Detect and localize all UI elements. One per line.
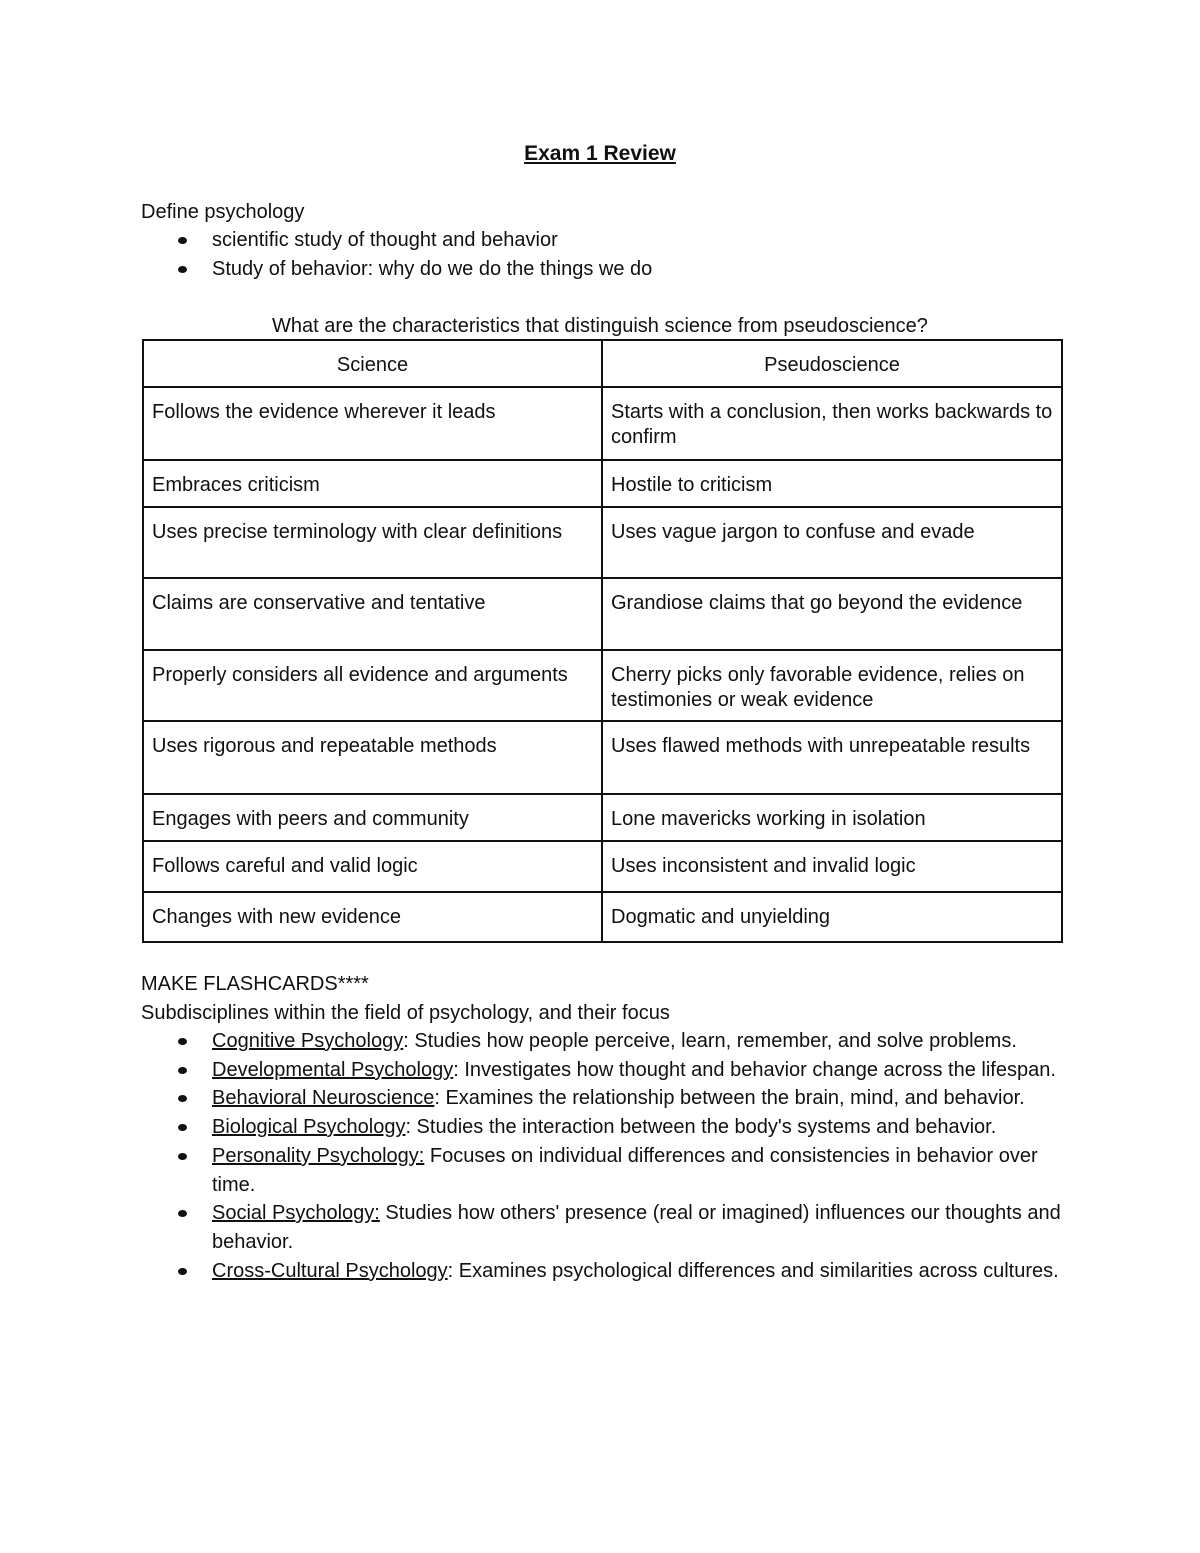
- bullet-icon: [178, 1038, 187, 1045]
- list-item: [141, 255, 1071, 284]
- table-cell: Engages with peers and community: [143, 794, 602, 841]
- flashcards-note: MAKE FLASHCARDS****: [141, 973, 369, 995]
- table-cell: Uses rigorous and repeatable methods: [143, 721, 602, 794]
- bullet-icon: [178, 237, 187, 244]
- bullet-text: scientific study of thought and behavior: [212, 229, 558, 251]
- subdiscipline-term: Social Psychology:: [212, 1202, 380, 1225]
- subdiscipline-term: Behavioral Neuroscience: [212, 1087, 435, 1110]
- list-item: [141, 1142, 1071, 1199]
- science-pseudoscience-table: [142, 339, 1063, 943]
- table-cell: Follows the evidence wherever it leads: [143, 387, 602, 460]
- subdiscipline-term: Biological Psychology: [212, 1116, 406, 1139]
- table-row: [143, 507, 1062, 578]
- table-row: [143, 460, 1062, 507]
- table-cell: Uses vague jargon to confuse and evade: [602, 507, 1062, 578]
- table-cell: Properly considers all evidence and arguments: [143, 650, 602, 721]
- table-cell: Follows careful and valid logic: [143, 841, 602, 892]
- column-header-science: Science: [143, 340, 602, 387]
- bullet-icon: [178, 1268, 187, 1275]
- list-item: [141, 1199, 1071, 1256]
- subdisciplines-heading: Subdisciplines within the field of psychology, and their focus: [141, 1001, 670, 1024]
- table-row: [143, 650, 1062, 721]
- column-header-pseudoscience: Pseudoscience: [602, 340, 1062, 387]
- list-item: [141, 226, 1071, 255]
- list-item: [141, 1113, 1071, 1142]
- subdiscipline-description: Studies how people perceive, learn, remember, and solve problems.: [408, 1030, 1017, 1052]
- bullet-icon: [178, 1067, 187, 1074]
- bullet-icon: [178, 1095, 187, 1102]
- table-cell: Cherry picks only favorable evidence, relies on testimonies or weak evidence: [602, 650, 1062, 721]
- table-cell: Lone mavericks working in isolation: [602, 794, 1062, 841]
- subdiscipline-description: Focuses on individual differences and consistencies in behavior over time.: [212, 1144, 1038, 1196]
- table-row: [143, 841, 1062, 892]
- bullet-icon: [178, 1153, 187, 1160]
- table-cell: Hostile to criticism: [602, 460, 1062, 507]
- table-row: [143, 721, 1062, 794]
- subdisciplines-list: [141, 1027, 1071, 1285]
- subdiscipline-description: Examines psychological differences and similarities across cultures.: [453, 1259, 1059, 1282]
- bullet-icon: [178, 1124, 187, 1131]
- table-header-row: [143, 340, 1062, 387]
- table-cell: Uses inconsistent and invalid logic: [602, 841, 1062, 892]
- subdiscipline-description: Examines the relationship between the brain, mind, and behavior.: [439, 1087, 1025, 1110]
- subdiscipline-description: Studies the interaction between the body's systems and behavior.: [411, 1116, 997, 1139]
- flashcards-section: [141, 970, 670, 1027]
- term-separator: :: [434, 1087, 440, 1110]
- table-cell: Starts with a conclusion, then works backwards to confirm: [602, 387, 1062, 460]
- list-item: [141, 1257, 1071, 1286]
- define-bullet-list: [141, 226, 1071, 283]
- subdiscipline-term: Personality Psychology:: [212, 1144, 425, 1167]
- table-cell: Changes with new evidence: [143, 892, 602, 942]
- define-heading: Define psychology: [141, 201, 305, 223]
- list-item: [141, 1027, 1071, 1056]
- table-row: [143, 794, 1062, 841]
- term-separator: :: [453, 1058, 459, 1081]
- term-separator: :: [403, 1030, 409, 1052]
- bullet-text: Study of behavior: why do we do the things we do: [212, 257, 653, 280]
- list-item: [141, 1056, 1071, 1085]
- subdiscipline-term: Cognitive Psychology: [212, 1030, 404, 1052]
- term-separator: :: [405, 1116, 411, 1139]
- bullet-icon: [178, 1210, 187, 1217]
- subdiscipline-description: Investigates how thought and behavior change across the lifespan.: [458, 1058, 1056, 1081]
- table-cell: Embraces criticism: [143, 460, 602, 507]
- term-separator: :: [447, 1259, 454, 1282]
- table-row: [143, 578, 1062, 650]
- bullet-icon: [178, 266, 187, 273]
- table-cell: Uses flawed methods with unrepeatable results: [602, 721, 1062, 794]
- subdiscipline-term: Developmental Psychology: [212, 1058, 454, 1081]
- comparison-question: What are the characteristics that distinguish science from pseudoscience?: [272, 315, 928, 337]
- subdiscipline-term: Cross-Cultural Psychology: [212, 1259, 448, 1282]
- table-row: [143, 892, 1062, 942]
- table-row: [143, 387, 1062, 460]
- document-title: Exam 1 Review: [524, 142, 676, 165]
- table-cell: Uses precise terminology with clear definitions: [143, 507, 602, 578]
- subdiscipline-description: Studies how others' presence (real or imagined) influences our thoughts and behavior.: [212, 1202, 1061, 1253]
- table-cell: Claims are conservative and tentative: [143, 578, 602, 650]
- list-item: [141, 1084, 1071, 1113]
- table-cell: Grandiose claims that go beyond the evidence: [602, 578, 1062, 650]
- table-cell: Dogmatic and unyielding: [602, 892, 1062, 942]
